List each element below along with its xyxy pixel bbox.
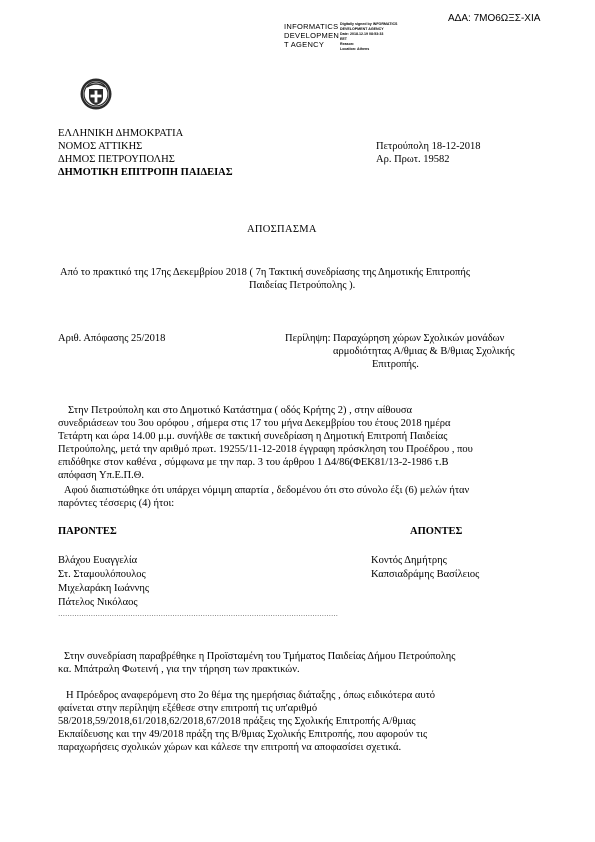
ada-code: ΑΔΑ: 7ΜΟ6ΩΞΣ-ΧΙΑ [448,13,541,24]
stamp-detail-line: Digitally signed by INFORMATICS [340,22,398,26]
stamp-detail-line: Reason: [340,42,355,46]
issuer-republic: ΕΛΛΗΝΙΚΗ ΔΗΜΟΚΡΑΤΙΑ [58,128,184,139]
place-date: Πετρούπολη 18-12-2018 [376,141,481,152]
issuer-prefecture: ΝΟΜΟΣ ΑΤΤΙΚΗΣ [58,141,143,152]
signature-stamp-details [340,22,397,52]
summary-line: Παραχώρηση χώρων Σχολικών μονάδων [333,333,505,344]
stamp-line: T AGENCY [284,40,325,49]
body-line: παρόντες τέσσερις (4) ήτοι: [58,498,175,509]
body-line: φαίνεται στην περίληψη εξέθεσε στην επιτροπή τις υπ'αριθμό [58,703,318,714]
protocol-number: Αρ. Πρωτ. 19582 [376,154,450,165]
body-line: Η Πρόεδρος αναφερόμενη στο 2ο θέμα της ημερήσιας διάταξης , όπως ειδικότερα αυτό [66,690,436,701]
body-line: Στην συνεδρίαση παραβρέθηκε η Προϊσταμένη του Τμήματος Παιδείας Δήμου Πετρούπολης [64,651,456,662]
stamp-line: DEVELOPMEN [284,31,340,40]
summary-label: Περίληψη: [285,333,331,344]
present-member: Μιχελαράκη Ιωάννης [58,583,150,594]
body-line: παραχωρήσεις σχολικών χώρων και κάλεσε την επιτροπή να αποφασίσει σχετικά. [58,742,402,753]
issuer-committee: ΔΗΜΟΤΙΚΗ ΕΠΙΤΡΟΠΗ ΠΑΙΔΕΙΑΣ [58,167,233,178]
body-line: Πετρούπολης, μετά την αριθμό πρωτ. 19255/11-12-2018 έγγραφη πρόσκληση του Προέδρου , που [58,444,473,455]
absent-member: Καπσιαδράμης Βασίλειος [371,569,480,580]
body-line: Στην Πετρούπολη και στο Δημοτικό Κατάστημα ( οδός Κρήτης 2) , στην αίθουσα [68,405,413,416]
dotted-separator: ………………………………………………………………………………………………………… [58,610,338,618]
body-line: Αφού διαπιστώθηκε ότι υπάρχει νόμιμη απαρτία , δεδομένου ότι στο σύνολο έξι (6) μελών ήταν [64,485,470,496]
stamp-detail-line: EET [340,37,347,41]
issuer-municipality: ΔΗΜΟΣ ΠΕΤΡΟΥΠΟΛΗΣ [58,154,175,165]
intro-line: Παιδείας Πετρούπολης ). [249,280,356,291]
document-title: ΑΠΟΣΠΑΣΜΑ [247,224,317,235]
body-line: Τετάρτη και ώρα 14.00 μ.μ. συνήλθε σε τακτική συνεδρίαση η Δημοτική Επιτροπή Παιδείας [58,431,448,442]
stamp-detail-line: Date: 2018.12.19 08:53:33 [340,32,384,36]
body-line: συνεδριάσεων του 3ου ορόφου , σήμερα στις 17 του μήνα Δεκεμβρίου του έτους 2018 ημέρα [58,418,451,429]
present-member: Πάτελος Νικόλαος [58,597,138,608]
absent-member: Κοντός Δημήτρης [371,555,447,566]
coat-of-arms-seal [80,78,112,110]
present-member: Στ. Σταμουλόπουλος [58,569,146,580]
stamp-detail-line: DEVELOPMENT AGENCY [340,27,384,31]
body-line: Εκπαίδευσης και την 49/2018 πράξη της Β/θμιας Σχολικής Επιτροπής, που αφορούν τις [58,729,428,740]
body-line: 58/2018,59/2018,61/2018,62/2018,67/2018 πράξεις της Σχολικής Επιτροπής Α/θμιας [58,716,416,727]
decision-number: Αριθ. Απόφασης 25/2018 [58,333,166,344]
present-member: Βλάχου Ευαγγελία [58,555,138,566]
summary-line: αρμοδιότητας Α/θμιας & Β/θμιας Σχολικής [333,346,515,357]
stamp-line: INFORMATICS [284,22,339,31]
signature-stamp-title [284,22,339,49]
stamp-detail-line: Location: Athens [340,47,370,51]
body-line: επιδόθηκε στον καθένα , σύμφωνα με την παρ. 3 του άρθρου 1 Δ4/86(ΦΕΚ81/13-2-1986 τ.Β [58,457,449,468]
absent-header: ΑΠΟΝΤΕΣ [410,526,463,537]
summary-line: Επιτροπής. [372,359,419,370]
intro-line: Από το πρακτικό της 17ης Δεκεμβρίου 2018 ( 7η Τακτική συνεδρίασης της Δημοτικής Επιτροπής [60,267,470,278]
body-line: απόφαση Υπ.Ε.Π.Θ. [58,470,144,481]
body-line: κα. Μπάτραλη Φωτεινή , για την τήρηση των πρακτικών. [58,664,300,675]
present-header: ΠΑΡΟΝΤΕΣ [58,526,117,537]
